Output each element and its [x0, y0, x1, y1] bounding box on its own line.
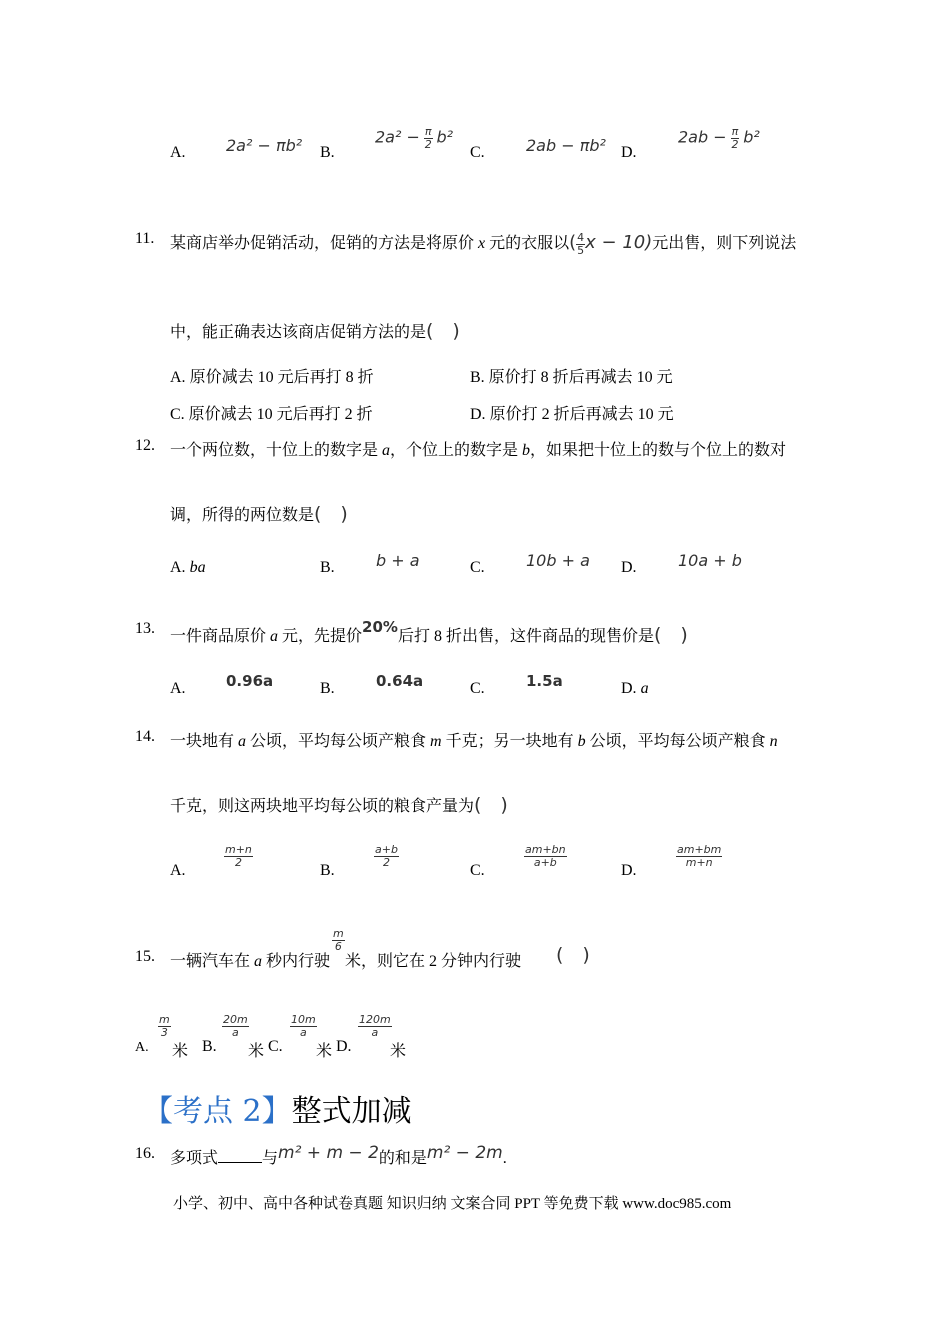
q13-option-b-label: B. [320, 680, 335, 697]
q11-option-b: B. 原价打 8 折后再减去 10 元 [470, 369, 673, 386]
q12-option-c-label: C. [470, 559, 485, 576]
q15-option-b-label: B. [202, 1038, 217, 1055]
q13-option-c-expr: 1.5a [526, 672, 563, 690]
q14-option-b-fraction: $\frac{a+b}{2}$ [375, 843, 398, 870]
q13-option-a-expr: 0.96a [226, 672, 274, 690]
q12-stem-line2: 调，所得的两位数是( ) [170, 503, 348, 525]
q14-option-d-fraction: $\frac{am+bm}{m+n}$ [677, 843, 722, 870]
q10-option-c-expr: 2ab − πb² [526, 136, 606, 155]
q14-stem-line2: 千克，则这两块地平均每公顷的粮食产量为( ) [170, 794, 508, 816]
q10-option-a-expr: 2a² − πb² [226, 136, 303, 155]
q10-option-d-label: D. [621, 144, 637, 161]
q12-option-c-expr: 10b + a [526, 551, 590, 570]
q14-option-d-label: D. [621, 862, 637, 879]
q16-stem: 多项式 与m² + m − 2的和是m² − 2m. [170, 1143, 507, 1167]
q12-option-d-expr: 10a + b [678, 551, 742, 570]
q15-stem-text-c: 米，则它在 2 分钟内行驶 [345, 953, 522, 970]
q15-option-d-unit: 米 [390, 1043, 407, 1060]
section-bracket-open: 【 [143, 1094, 173, 1129]
answer-blank-parentheses: ( ) [314, 503, 348, 525]
section-heading [143, 1086, 412, 1130]
q10-option-a-label: A. [170, 144, 186, 161]
q12-stem-line1: 一个两位数，十位上的数字是 a，个位上的数字是 b，如果把十位上的数与个位上的数对 [170, 442, 787, 459]
q12-number: 12. [135, 437, 155, 454]
q14-option-c-label: C. [470, 862, 485, 879]
pi-over-2-fraction: $\frac{\pi}{2}$ [424, 125, 432, 152]
q13-option-b-expr: 0.64a [376, 672, 424, 690]
answer-blank-parentheses: ( ) [653, 624, 688, 646]
q13-option-a-label: A. [170, 680, 186, 697]
q12-option-a: A. ba [170, 559, 206, 576]
q12-option-b-label: B. [320, 559, 335, 576]
q13-option-d: D. a [621, 680, 649, 697]
q16-number: 16. [135, 1145, 155, 1162]
answer-blank-parentheses: ( ) [474, 794, 508, 816]
section-title: 整式加减 [291, 1094, 412, 1129]
section-bracket-close: 】 [261, 1094, 292, 1129]
q15-option-a-fraction: $\frac{m}{3}$ [159, 1013, 170, 1040]
q15-option-c-fraction: $\frac{10m}{a}$ [291, 1013, 316, 1040]
q13-stem: 一件商品原价 a 元，先提价20%后打 8 折出售，这件商品的现售价是( ) [170, 618, 688, 646]
q13-number: 13. [135, 620, 155, 637]
q11-option-a: A. 原价减去 10 元后再打 8 折 [170, 369, 374, 386]
q12-option-d-label: D. [621, 559, 637, 576]
fill-in-blank [218, 1148, 262, 1163]
q12-option-b-expr: b + a [376, 551, 420, 570]
q15-option-c-label: C. [268, 1038, 283, 1055]
q14-option-a-fraction: $\frac{m+n}{2}$ [225, 843, 252, 870]
page-footer: 小学、初中、高中各种试卷真题 知识归纳 文案合同 PPT 等免费下载 www.doc985.com [173, 1196, 732, 1212]
q15-option-d-label: D. [336, 1038, 352, 1055]
q10-option-b-expr: 2a² − $\frac{\pi}{2}$ b² [375, 125, 454, 152]
q14-number: 14. [135, 728, 155, 745]
q10-option-d-expr: 2ab − $\frac{\pi}{2}$ b² [678, 125, 760, 152]
answer-blank-parentheses: ( ) [426, 320, 460, 342]
q11-option-c: C. 原价减去 10 元后再打 2 折 [170, 406, 373, 423]
q15-m-over-6-fraction: $\frac{m}{6}$ [333, 927, 344, 954]
q14-option-a-label: A. [170, 862, 186, 879]
q15-option-c-unit: 米 [316, 1043, 333, 1060]
q13-option-c-label: C. [470, 680, 485, 697]
q11-option-d: D. 原价打 2 折后再减去 10 元 [470, 406, 674, 423]
q14-option-b-label: B. [320, 862, 335, 879]
q11-stem-line1: 某商店举办促销活动，促销的方法是将原价 x 元的衣服以( $\frac{4}{5}$ x − 10)元出售，则下列说法 [170, 230, 797, 257]
q11-number: 11. [135, 230, 155, 247]
section-tag: 考点 2 [173, 1094, 262, 1129]
answer-blank-parentheses: ( ) [556, 944, 590, 966]
q14-stem-line1: 一块地有 a 公顷，平均每公顷产粮食 m 千克；另一块地有 b 公顷，平均每公顷产粮食 n [170, 733, 778, 750]
q15-option-b-unit: 米 [248, 1043, 265, 1060]
q15-number: 15. [135, 948, 155, 965]
pi-over-2-fraction: $\frac{\pi}{2}$ [731, 125, 739, 152]
q14-option-c-fraction: $\frac{am+bn}{a+b}$ [525, 843, 566, 870]
q11-stem-line2: 中，能正确表达该商店促销方法的是( ) [170, 320, 460, 342]
q15-option-d-fraction: $\frac{120m}{a}$ [359, 1013, 391, 1040]
q15-option-b-fraction: $\frac{20m}{a}$ [223, 1013, 248, 1040]
q15-stem-text-a: 一辆汽车在 a 秒内行驶 [170, 953, 331, 970]
q15-option-a-label: A. [135, 1040, 149, 1055]
q10-option-b-label: B. [320, 144, 335, 161]
q15-option-a-unit: 米 [172, 1043, 189, 1060]
q10-option-c-label: C. [470, 144, 485, 161]
